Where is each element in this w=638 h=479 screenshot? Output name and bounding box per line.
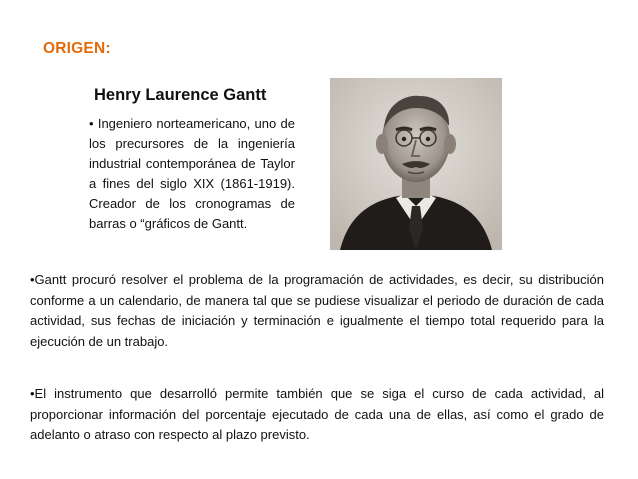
paragraph-gantt-instrument: •El instrumento que desarrolló permite también que se siga el curso de cada actividad, al proporcionar información del porcentaje ejecutado de cada una de ellas, así como el grado de adelanto o atraso con respecto al plazo previsto. bbox=[30, 386, 604, 442]
biography-text: • Ingeniero norteamericano, uno de los precursores de la ingeniería industrial contemporánea de Taylor a fines del siglo XIX (1861-1919). Creador de los cronogramas de barras o “gráficos de Gantt. bbox=[89, 116, 295, 231]
portrait-photo bbox=[330, 78, 502, 250]
portrait-illustration bbox=[330, 78, 502, 250]
person-name: Henry Laurence Gantt bbox=[94, 86, 267, 104]
section-heading: ORIGEN: bbox=[43, 40, 111, 57]
paragraph-gantt-purpose: •Gantt procuró resolver el problema de la programación de actividades, es decir, su distribución conforme a un calendario, de manera tal que se pudiese visualizar el periodo de duración de cada actividad, sus fechas de iniciación y terminación e igualmente el tiempo total requerido para la ejecución de un trabajo. bbox=[30, 272, 604, 349]
